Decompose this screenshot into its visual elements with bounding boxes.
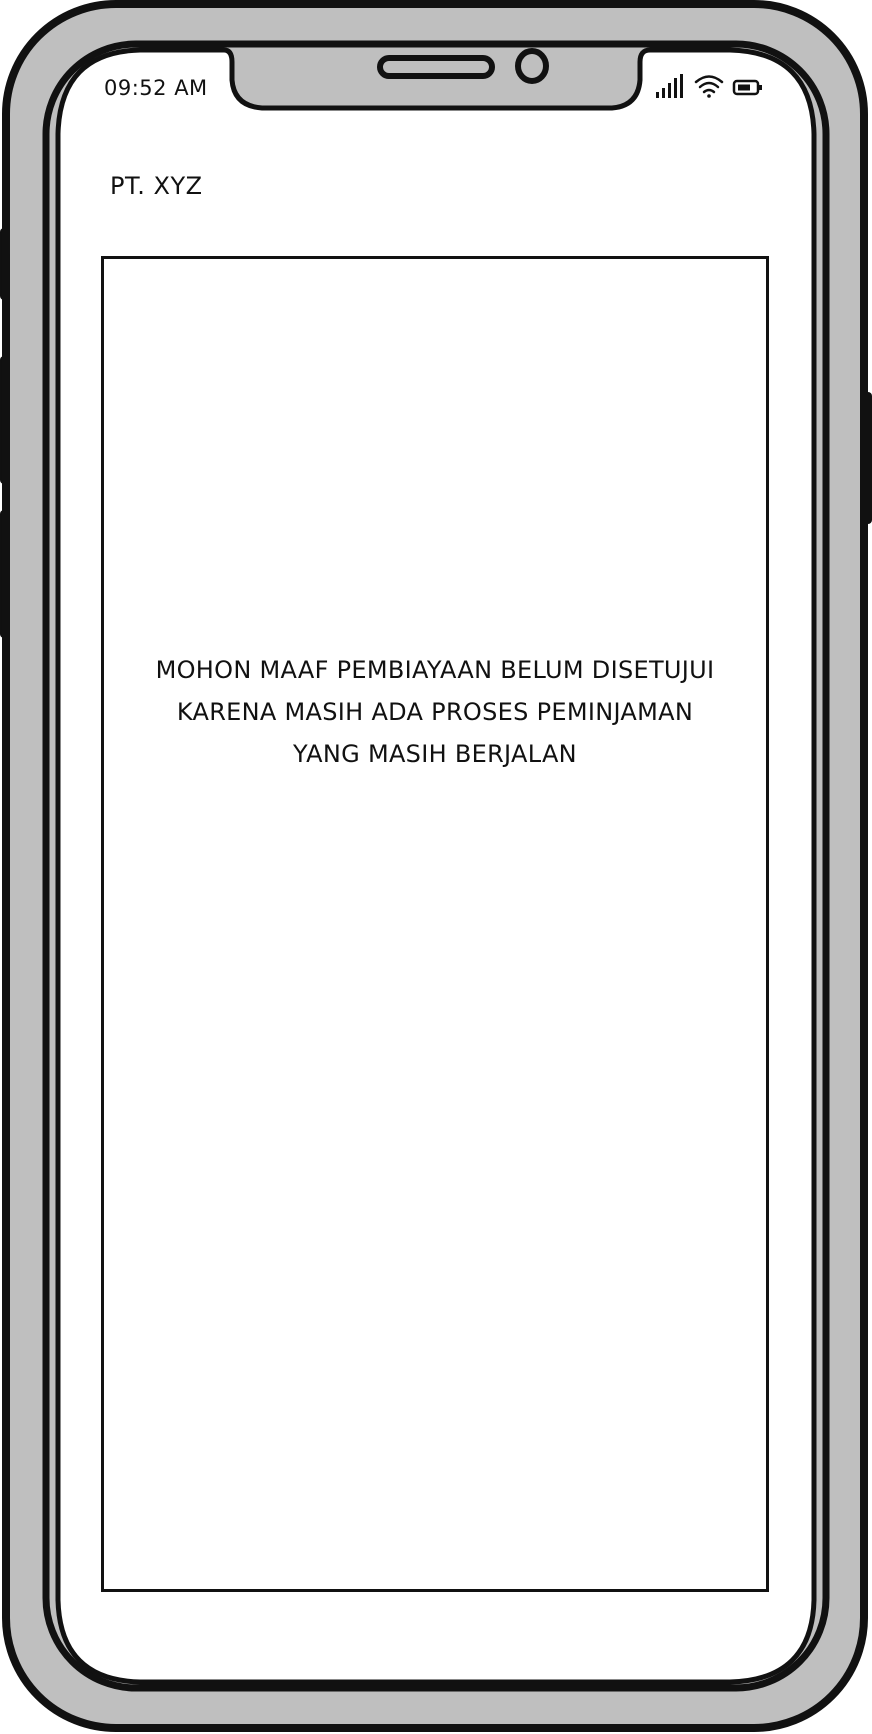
wifi-icon — [696, 77, 722, 98]
message-line-2: KARENA MASIH ADA PROSES PEMINJAMAN — [176, 698, 694, 726]
status-time: 09:52 AM — [104, 76, 208, 100]
status-icons — [652, 72, 772, 102]
rejection-message — [104, 649, 766, 775]
content-panel — [101, 256, 769, 1592]
speaker-grille — [380, 58, 492, 76]
message-line-1: MOHON MAAF PEMBIAYAAN BELUM DISETUJUI — [155, 656, 715, 684]
front-camera — [518, 51, 546, 81]
message-line-3: YANG MASIH BERJALAN — [293, 740, 577, 768]
app-title: PT. XYZ — [110, 172, 203, 200]
battery-icon — [734, 81, 762, 94]
signal-icon — [656, 74, 683, 98]
